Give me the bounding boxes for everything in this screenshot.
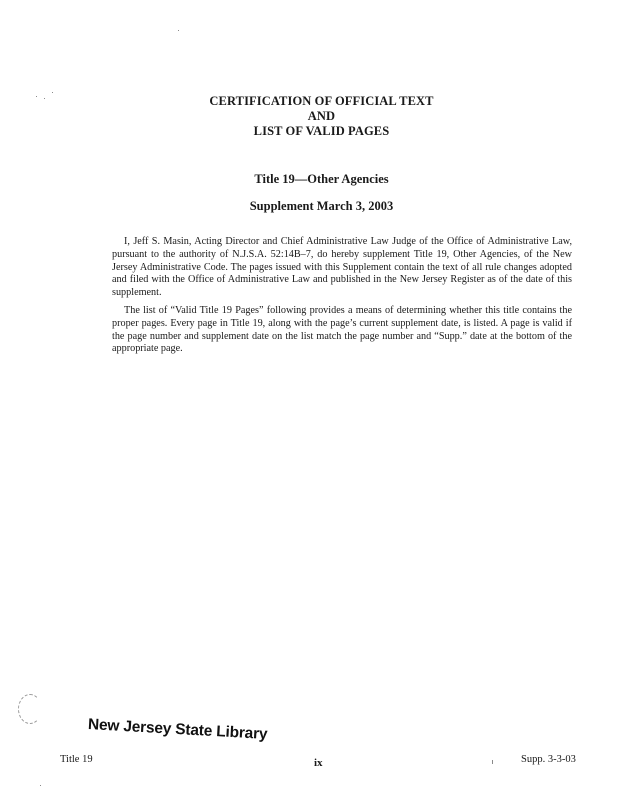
scan-speck — [40, 785, 41, 786]
certification-body — [112, 236, 572, 361]
heading-line-3: LIST OF VALID PAGES — [253, 124, 390, 138]
scan-speck — [36, 96, 37, 97]
scan-speck — [52, 92, 53, 93]
footer-title: Title 19 — [60, 754, 93, 765]
certification-heading — [0, 94, 617, 139]
scan-speck — [178, 30, 179, 31]
title-subheading: Title 19—Other Agencies — [254, 172, 389, 186]
heading-line-2: AND — [307, 109, 336, 123]
footer-supplement-date: Supp. 3-3-03 — [521, 754, 576, 765]
heading-line-1: CERTIFICATION OF OFFICIAL TEXT — [209, 94, 434, 108]
scan-speck — [492, 760, 493, 764]
scan-speck — [44, 98, 45, 99]
body-paragraph-1: I, Jeff S. Masin, Acting Director and Chief Administrative Law Judge of the Office of Administrative Law, pursuant to the authority of N.J.S.A. 52:14B–7, do hereby supplement Title 19, Other Agencies, of the New Jersey Administrative Code. The pages issued with this Supplement contain the text of all rule changes adopted and filed with the Office of Administrative Law and published in the New Jersey Register as of the date of this supplement. — [112, 236, 572, 299]
supplement-date-heading: Supplement March 3, 2003 — [249, 199, 394, 213]
punch-hole-mark — [18, 694, 42, 724]
footer-page-number: ix — [314, 757, 323, 769]
library-stamp: New Jersey State Library — [87, 716, 268, 744]
body-paragraph-2: The list of “Valid Title 19 Pages” following provides a means of determining whether this title contains the proper pages. Every page in Title 19, along with the page’s current supplement date, is listed. A page is valid if the page number and supplement date on the list match the page number and “Supp.” date at the bottom of the appropriate page. — [112, 304, 572, 355]
